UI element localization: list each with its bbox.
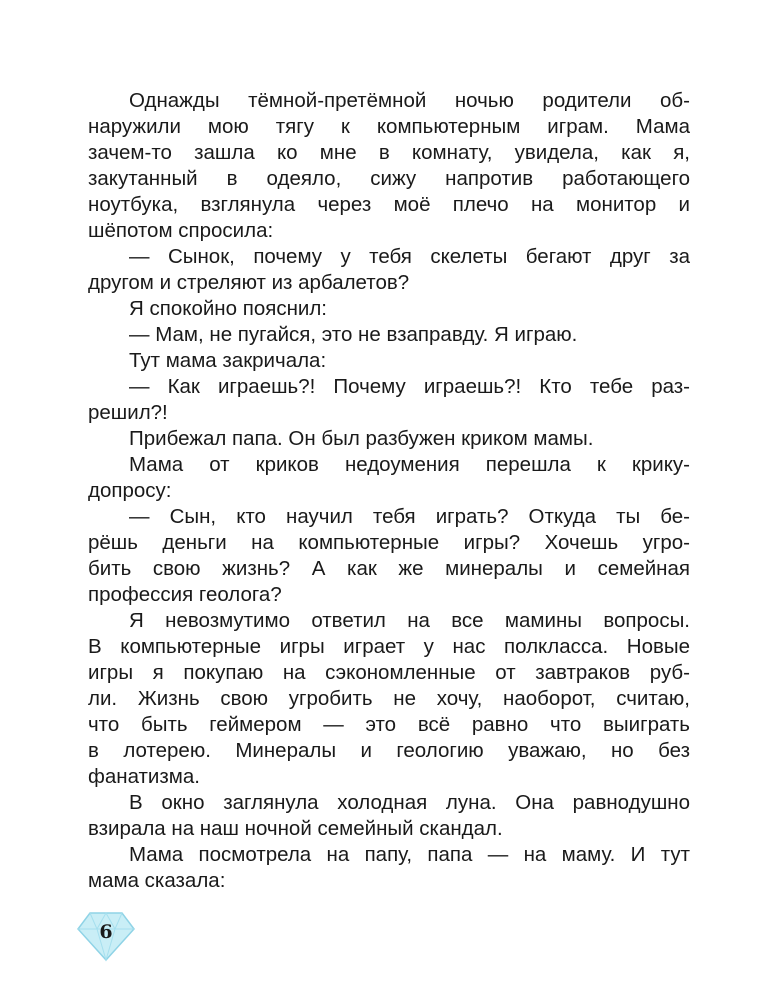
text-line: В окно заглянула холодная луна. Она равнодушно xyxy=(129,791,690,814)
text-line: Прибежал папа. Он был разбужен криком мамы. xyxy=(129,427,594,450)
text-line: Тут мама закричала: xyxy=(129,349,327,372)
page-text xyxy=(88,88,690,894)
text-line: закутанный в одеяло, сижу напротив работающего xyxy=(88,167,690,190)
text-line: ли. Жизнь свою угробить не хочу, наоборот, считаю, xyxy=(88,687,690,710)
text-line: Я невозмутимо ответил на все мамины вопросы. xyxy=(129,609,690,632)
text-line: В компьютерные игры играет у нас полкласса. Новые xyxy=(88,635,690,658)
text-line: бить свою жизнь? А как же минералы и семейная xyxy=(88,557,690,580)
text-line: мама сказала: xyxy=(88,869,226,892)
text-line: шёпотом спросила: xyxy=(88,219,274,242)
text-line: ноутбука, взглянула через моё плечо на монитор и xyxy=(88,193,690,216)
text-line: решил?! xyxy=(88,401,168,424)
text-line: Мама посмотрела на папу, папа — на маму. И тут xyxy=(129,843,690,866)
text-line: — Сын, кто научил тебя играть? Откуда ты бе- xyxy=(129,505,690,528)
text-line: что быть геймером — это всё равно что выиграть xyxy=(88,713,690,736)
text-line: профессия геолога? xyxy=(88,583,282,606)
text-line: Мама от криков недоумения перешла к крику- xyxy=(129,453,690,476)
text-line: Однажды тёмной-претёмной ночью родители об- xyxy=(129,89,690,112)
text-line: рёшь деньги на компьютерные игры? Хочешь угро- xyxy=(88,531,690,554)
text-line: — Как играешь?! Почему играешь?! Кто тебе раз- xyxy=(129,375,690,398)
page-number: 6 xyxy=(99,921,113,943)
text-line: Я спокойно пояснил: xyxy=(129,297,328,320)
text-line: — Сынок, почему у тебя скелеты бегают друг за xyxy=(129,245,690,268)
text-line: наружили мою тягу к компьютерным играм. Мама xyxy=(88,115,690,138)
text-line: допросу: xyxy=(88,479,172,502)
page-number-badge xyxy=(76,910,136,962)
text-line: взирала на наш ночной семейный скандал. xyxy=(88,817,503,840)
text-line: в лотерею. Минералы и геологию уважаю, но без xyxy=(88,739,690,762)
text-line: игры я покупаю на сэкономленные от завтраков руб- xyxy=(88,661,690,684)
text-line: зачем-то зашла ко мне в комнату, увидела, как я, xyxy=(88,141,690,164)
text-line: фанатизма. xyxy=(88,765,200,788)
text-line: — Мам, не пугайся, это не взаправду. Я играю. xyxy=(129,323,578,346)
text-line: другом и стреляют из арбалетов? xyxy=(88,271,410,294)
